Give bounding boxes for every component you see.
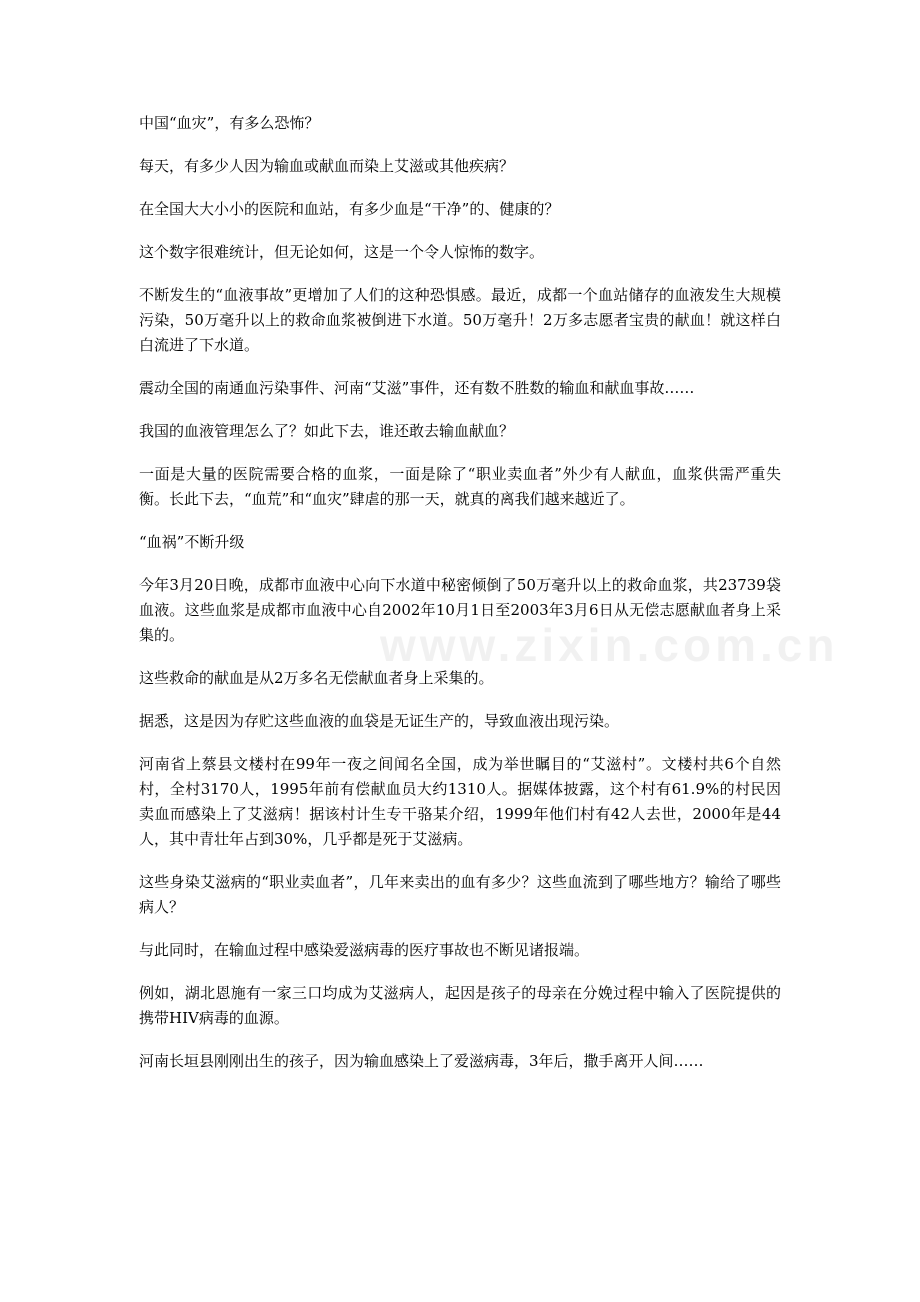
paragraph: 不断发生的“血液事故”更增加了人们的这种恐惧感。最近，成都一个血站储存的血液发生大规模污染，50万毫升以上的救命血浆被倒进下水道。50万毫升！2万多志愿者宝贵的献血！就这样白白流进了下水道。 [139,286,781,354]
paragraph: 河南省上蔡县文楼村在99年一夜之间闻名全国，成为举世瞩目的“艾滋村”。文楼村共6个自然村，全村3170人，1995年前有偿献血员大约1310人。据媒体披露，这个村有61.9%的村民因卖血而感染上了艾滋病！据该村计生专干骆某介绍，1999年他们村有42人去世，2000年是44人，其中青壮年占到30%，几乎都是死于艾滋病。 [139,755,781,848]
watermark: www.zixin.com.cn [380,619,839,671]
paragraph: 河南长垣县刚刚出生的孩子，因为输血感染上了爱滋病毒，3年后，撒手离开人间…… [139,1052,704,1070]
paragraph: 这些救命的献血是从2万多名无偿献血者身上采集的。 [139,669,494,687]
paragraph: 每天，有多少人因为输血或献血而染上艾滋或其他疾病？ [139,157,515,175]
paragraph: 今年3月20日晚，成都市血液中心向下水道中秘密倾倒了50万毫升以上的救命血浆，共23739袋血液。这些血浆是成都市血液中心自2002年10月1日至2003年3月6日从无偿志愿献血者身上采集的。 [139,576,781,644]
paragraph: 例如，湖北恩施有一家三口均成为艾滋病人，起因是孩子的母亲在分娩过程中输入了医院提供的携带HIV病毒的血源。 [139,984,781,1027]
paragraph: 震动全国的南通血污染事件、河南“艾滋”事件，还有数不胜数的输血和献血事故…… [139,379,695,397]
paragraph: 一面是大量的医院需要合格的血浆，一面是除了“职业卖血者”外少有人献血，血浆供需严重失衡。长此下去，“血荒”和“血灾”肆虐的那一天，就真的离我们越来越近了。 [139,465,781,508]
section-heading: “血祸”不断升级 [139,533,245,551]
paragraph: 这个数字很难统计，但无论如何，这是一个令人惊怖的数字。 [139,243,545,261]
paragraph: 据悉，这是因为存贮这些血液的血袋是无证生产的，导致血液出现污染。 [139,712,620,730]
document-body [139,111,781,1092]
paragraph: 这些身染艾滋病的“职业卖血者”，几年来卖出的血有多少？这些血流到了哪些地方？输给了哪些病人？ [139,873,781,916]
paragraph: 在全国大大小小的医院和血站，有多少血是“干净”的、健康的？ [139,200,560,218]
paragraph: 我国的血液管理怎么了？如此下去，谁还敢去输血献血？ [139,422,515,440]
paragraph: 与此同时，在输血过程中感染爱滋病毒的医疗事故也不断见诸报端。 [139,941,590,959]
paragraph-title: 中国“血灾”，有多么恐怖？ [139,114,320,132]
